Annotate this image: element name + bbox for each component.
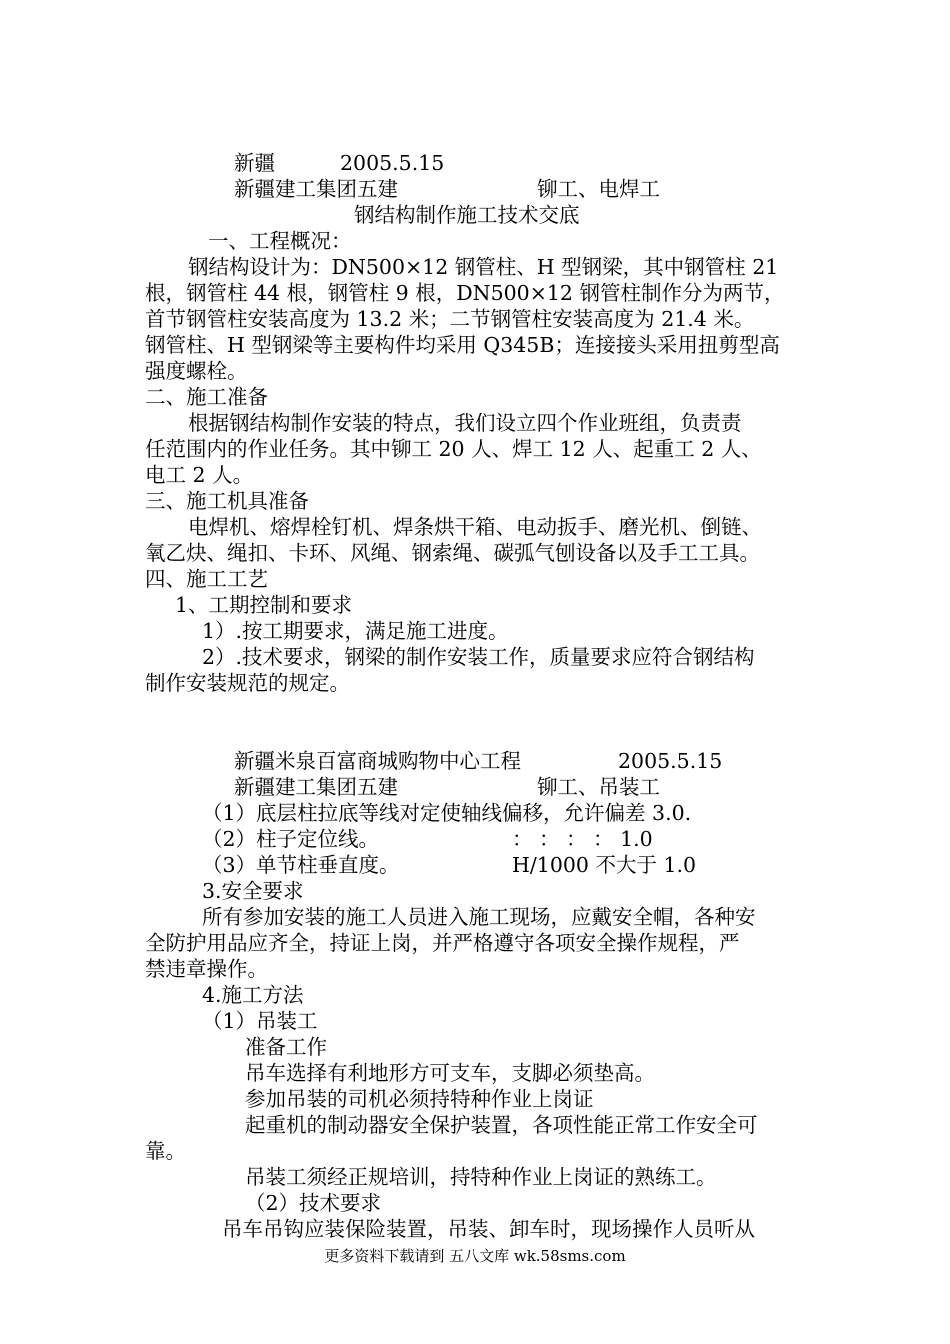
header-workers: 铆工、电焊工 [537,177,660,201]
paragraph-line: 根，钢管柱 44 根，钢管柱 9 根，DN500×12 钢管柱制作分为两节， [145,281,785,305]
paragraph-line: 首节钢管柱安装高度为 13.2 米；二节钢管柱安装高度为 21.4 米。 [145,307,755,331]
paragraph-line: 吊车选择有利地形方可支车，支脚必须垫高。 [245,1061,655,1085]
paragraph-line: 参加吊装的司机必须持特种作业上岗证 [245,1087,594,1111]
header-location: 新疆 [234,151,275,175]
header-workers: 铆工、吊装工 [537,775,660,799]
paragraph-line: 全防护用品应齐全，持证上岗，并严格遵守各项安全操作规程，严 [145,931,740,955]
header-company: 新疆建工集团五建 [234,177,398,201]
header-project: 新疆米泉百富商城购物中心工程 [234,749,521,773]
paragraph-line: 靠。 [145,1139,186,1163]
section-heading-preparation: 二、施工准备 [145,385,268,409]
list-item-continuation: 制作安装规范的规定。 [145,671,350,695]
tolerance-item: （1）底层柱拉底等线对定使轴线偏移，允许偏差 3.0. [202,801,692,825]
paragraph-line: 禁违章操作。 [145,957,268,981]
paragraph-line: 钢结构设计为：DN500×12 钢管柱、H 型钢梁，其中钢管柱 21 [188,255,779,279]
paragraph-line: 钢管柱、H 型钢梁等主要构件均采用 Q345B；连接接头采用扭剪型高 [145,333,780,357]
tolerance-label: （3）单节柱垂直度。 [202,853,400,877]
list-item: 2）.技术要求，钢梁的制作安装工作，质量要求应符合钢结构 [202,645,755,669]
paragraph-line: 所有参加安装的施工人员进入施工现场，应戴安全帽，各种安 [202,905,756,929]
page-footer: 更多资料下载请到 五八文库 wk.58sms.com [324,1247,626,1265]
header-date: 2005.5.15 [340,151,445,175]
paragraph-line: 起重机的制动器安全保护装置，各项性能正常工作安全可 [245,1113,758,1137]
tolerance-value: ： ： ： ： 1.0 [512,827,653,851]
paragraph-line: 电焊机、熔焊栓钉机、焊条烘干箱、电动扳手、磨光机、倒链、 [188,515,762,539]
paragraph-line: 吊装工须经正规培训，持特种作业上岗证的熟练工。 [245,1165,717,1189]
paragraph-line: 氧乙炔、绳扣、卡环、风绳、钢索绳、碳弧气刨设备以及手工工具。 [145,541,760,565]
list-item: 1）.按工期要求，满足施工进度。 [202,619,509,643]
subheading-schedule: 1、工期控制和要求 [175,593,353,617]
subheading-method: 4.施工方法 [202,983,304,1007]
tolerance-label: （2）柱子定位线。 [202,827,380,851]
paragraph-line: 任范围内的作业任务。其中铆工 20 人、焊工 12 人、起重工 2 人、 [145,437,762,461]
paragraph-line: 吊车吊钩应装保险装置，吊装、卸车时，现场操作人员听从 [222,1217,755,1241]
subheading-technical: （2）技术要求 [245,1191,382,1215]
doc-title: 钢结构制作施工技术交底 [354,203,580,227]
paragraph-line: 电工 2 人。 [145,463,254,487]
header-date: 2005.5.15 [618,749,723,773]
subheading-hoisting: （1）吊装工 [202,1009,318,1033]
header-company: 新疆建工集团五建 [234,775,398,799]
tolerance-value: H/1000 不大于 1.0 [512,853,697,877]
subheading-preparation: 准备工作 [245,1035,327,1059]
paragraph-line: 根据钢结构制作安装的特点，我们设立四个作业班组，负责责 [188,411,742,435]
subheading-safety: 3.安全要求 [202,879,304,903]
section-heading-equipment: 三、施工机具准备 [145,489,309,513]
section-heading-overview: 一、工程概况： [208,229,352,253]
section-heading-process: 四、施工工艺 [145,567,268,591]
paragraph-line: 强度螺栓。 [145,359,248,383]
